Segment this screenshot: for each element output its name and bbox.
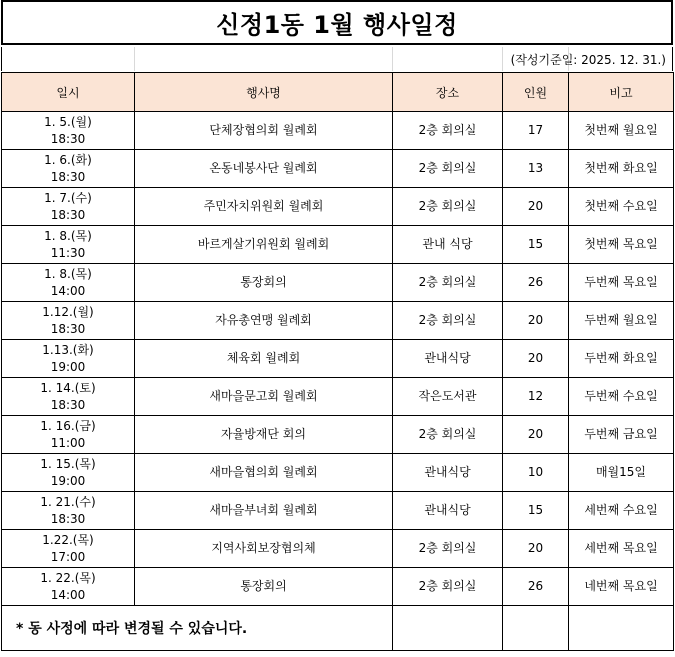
header-datetime: 일시 xyxy=(2,73,135,112)
count-cell: 10 xyxy=(503,454,569,492)
datetime-cell xyxy=(2,454,135,492)
count-cell: 20 xyxy=(503,188,569,226)
note-cell: 세번째 수요일 xyxy=(569,492,674,530)
footnote-text: * 동 사정에 따라 변경될 수 있습니다. xyxy=(2,606,393,651)
table-row xyxy=(2,188,674,226)
event-date: 1. 6.(화) xyxy=(44,152,92,167)
table-row xyxy=(2,264,674,302)
event-time: 17:00 xyxy=(50,549,86,564)
empty-cell xyxy=(569,606,674,651)
event-name-cell: 자유총연맹 월례회 xyxy=(135,302,393,340)
count-cell: 17 xyxy=(503,112,569,150)
place-cell: 2층 회의실 xyxy=(393,264,503,302)
event-time: 19:00 xyxy=(50,359,86,374)
count-cell: 26 xyxy=(503,568,569,606)
schedule-table xyxy=(1,72,674,651)
event-date: 1. 16.(금) xyxy=(40,418,96,433)
event-time: 14:00 xyxy=(50,587,86,602)
event-time: 11:00 xyxy=(50,435,86,450)
datetime-cell xyxy=(2,530,135,568)
event-time: 19:00 xyxy=(50,473,86,488)
place-cell: 2층 회의실 xyxy=(393,568,503,606)
table-row xyxy=(2,454,674,492)
datetime-cell xyxy=(2,264,135,302)
event-name-cell: 바르게살기위원회 월례회 xyxy=(135,226,393,264)
datetime-cell xyxy=(2,150,135,188)
event-name-cell: 지역사회보장협의체 xyxy=(135,530,393,568)
place-cell: 관내식당 xyxy=(393,454,503,492)
note-cell: 두번째 월요일 xyxy=(569,302,674,340)
place-cell: 관내식당 xyxy=(393,340,503,378)
event-name-cell: 자율방재단 회의 xyxy=(135,416,393,454)
basis-date-text: (작성기준일: 2025. 12. 31.) xyxy=(510,52,666,67)
datetime-cell xyxy=(2,492,135,530)
place-cell: 2층 회의실 xyxy=(393,150,503,188)
event-name-cell: 새마을협의회 월례회 xyxy=(135,454,393,492)
place-cell: 2층 회의실 xyxy=(393,112,503,150)
count-cell: 20 xyxy=(503,416,569,454)
note-cell: 두번째 화요일 xyxy=(569,340,674,378)
event-name-cell: 통장회의 xyxy=(135,568,393,606)
count-cell: 15 xyxy=(503,226,569,264)
event-date: 1. 14.(토) xyxy=(40,380,96,395)
note-cell: 첫번째 목요일 xyxy=(569,226,674,264)
place-cell: 관내 식당 xyxy=(393,226,503,264)
event-date: 1. 8.(목) xyxy=(44,228,92,243)
datetime-cell xyxy=(2,340,135,378)
event-time: 18:30 xyxy=(50,207,86,222)
count-cell: 20 xyxy=(503,302,569,340)
table-row xyxy=(2,112,674,150)
count-cell: 20 xyxy=(503,530,569,568)
event-date: 1. 7.(수) xyxy=(44,190,92,205)
event-time: 18:30 xyxy=(50,169,86,184)
event-date: 1. 5.(월) xyxy=(44,114,92,129)
table-row xyxy=(2,568,674,606)
datetime-cell xyxy=(2,416,135,454)
event-name-cell: 통장회의 xyxy=(135,264,393,302)
datetime-cell xyxy=(2,568,135,606)
table-row xyxy=(2,226,674,264)
place-cell: 2층 회의실 xyxy=(393,530,503,568)
basis-date-row xyxy=(1,47,673,71)
grid-line xyxy=(502,47,503,71)
event-date: 1. 8.(목) xyxy=(44,266,92,281)
datetime-cell xyxy=(2,226,135,264)
note-cell: 세번째 목요일 xyxy=(569,530,674,568)
table-row xyxy=(2,150,674,188)
note-cell: 두번째 금요일 xyxy=(569,416,674,454)
place-cell: 2층 회의실 xyxy=(393,188,503,226)
count-cell: 20 xyxy=(503,340,569,378)
event-time: 18:30 xyxy=(50,511,86,526)
table-row xyxy=(2,416,674,454)
table-header-row xyxy=(2,73,674,112)
datetime-cell xyxy=(2,188,135,226)
event-date: 1.22.(목) xyxy=(42,532,94,547)
count-cell: 15 xyxy=(503,492,569,530)
event-name-cell: 온동네봉사단 월례회 xyxy=(135,150,393,188)
table-row xyxy=(2,492,674,530)
note-cell: 매월15일 xyxy=(569,454,674,492)
datetime-cell xyxy=(2,112,135,150)
count-cell: 12 xyxy=(503,378,569,416)
event-time: 18:30 xyxy=(50,397,86,412)
note-cell: 두번째 목요일 xyxy=(569,264,674,302)
header-note: 비고 xyxy=(569,73,674,112)
header-place: 장소 xyxy=(393,73,503,112)
note-cell: 첫번째 수요일 xyxy=(569,188,674,226)
event-date: 1. 15.(목) xyxy=(40,456,96,471)
empty-cell xyxy=(503,606,569,651)
note-cell: 첫번째 월요일 xyxy=(569,112,674,150)
note-cell: 두번째 수요일 xyxy=(569,378,674,416)
event-date: 1. 22.(목) xyxy=(40,570,96,585)
place-cell: 2층 회의실 xyxy=(393,302,503,340)
table-row xyxy=(2,302,674,340)
table-row xyxy=(2,530,674,568)
page-title: 신정1동 1월 행사일정 xyxy=(1,0,673,45)
event-name-cell: 단체장협의회 월례회 xyxy=(135,112,393,150)
event-date: 1.13.(화) xyxy=(42,342,94,357)
note-cell: 네번째 목요일 xyxy=(569,568,674,606)
event-name-cell: 새마을부녀회 월례회 xyxy=(135,492,393,530)
footnote-row xyxy=(2,606,674,651)
datetime-cell xyxy=(2,302,135,340)
table-row xyxy=(2,378,674,416)
event-time: 18:30 xyxy=(50,131,86,146)
event-name-cell: 주민자치위원회 월례회 xyxy=(135,188,393,226)
grid-line xyxy=(392,47,393,71)
place-cell: 작은도서관 xyxy=(393,378,503,416)
grid-line xyxy=(134,47,135,71)
event-time: 14:00 xyxy=(50,283,86,298)
place-cell: 2층 회의실 xyxy=(393,416,503,454)
count-cell: 13 xyxy=(503,150,569,188)
table-row xyxy=(2,340,674,378)
event-date: 1.12.(월) xyxy=(42,304,94,319)
header-count: 인원 xyxy=(503,73,569,112)
header-event-name: 행사명 xyxy=(135,73,393,112)
event-name-cell: 체육회 월례회 xyxy=(135,340,393,378)
event-time: 11:30 xyxy=(50,245,86,260)
empty-cell xyxy=(393,606,503,651)
count-cell: 26 xyxy=(503,264,569,302)
note-cell: 첫번째 화요일 xyxy=(569,150,674,188)
event-name-cell: 새마을문고회 월례회 xyxy=(135,378,393,416)
place-cell: 관내식당 xyxy=(393,492,503,530)
event-date: 1. 21.(수) xyxy=(40,494,96,509)
datetime-cell xyxy=(2,378,135,416)
event-time: 18:30 xyxy=(50,321,86,336)
